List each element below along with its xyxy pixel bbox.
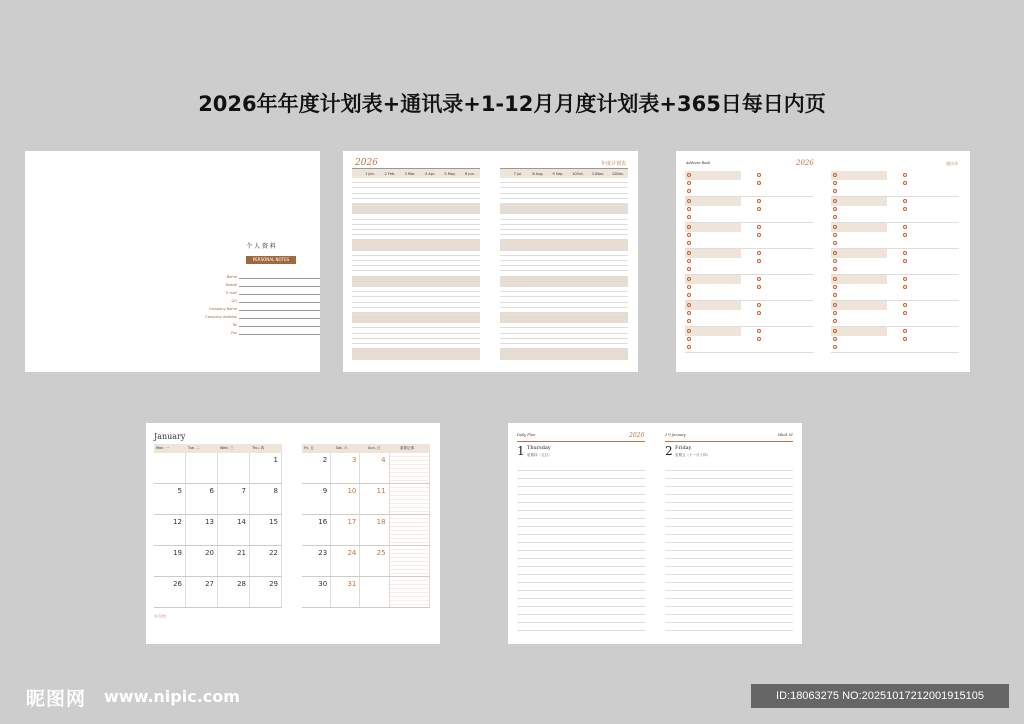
week-row: [302, 546, 430, 577]
week-row: [154, 577, 282, 608]
month-summary-label: 本月总结: [154, 614, 167, 618]
yearly-year: 2026: [355, 158, 378, 168]
month-grid-right: [302, 444, 430, 608]
contact-icon: [687, 225, 691, 229]
day-cell[interactable]: [302, 546, 331, 576]
contact-icon: [687, 259, 691, 263]
contact-icon: [687, 241, 691, 245]
contact-icon: [833, 241, 837, 245]
day-cell[interactable]: [302, 453, 331, 483]
daily-year: 2026: [629, 432, 645, 439]
day-cell[interactable]: [186, 453, 218, 483]
contact-icon: [757, 207, 761, 211]
day-cell[interactable]: [218, 577, 250, 607]
yearly-planner-page: [343, 151, 638, 372]
contact-icon: [903, 233, 907, 237]
contact-icon: [833, 233, 837, 237]
day-number: 9: [322, 487, 328, 495]
day-number: 21: [237, 549, 246, 557]
day-number: 22: [269, 549, 278, 557]
day-number: 17: [347, 518, 357, 526]
day-cell[interactable]: [186, 577, 218, 607]
day-cell[interactable]: [331, 515, 360, 545]
ruled-lines: [665, 463, 793, 635]
image-id-bar: ID:18063275 NO:20251017212001915105: [751, 684, 1009, 708]
contact-entry: [685, 223, 813, 249]
week-row: [302, 577, 430, 608]
nipic-site: www.nipic.com: [104, 687, 240, 706]
contact-icon: [757, 285, 761, 289]
contact-entry: [685, 197, 813, 223]
contact-icon: [687, 329, 691, 333]
contact-icon: [687, 293, 691, 297]
contact-icon: [757, 173, 761, 177]
contact-icon: [903, 259, 907, 263]
contact-icon: [687, 251, 691, 255]
contact-icon: [687, 345, 691, 349]
contact-icon: [833, 311, 837, 315]
contact-icon: [757, 181, 761, 185]
day-cell[interactable]: [186, 484, 218, 514]
day-number: 31: [347, 580, 357, 588]
yearly-header-left: 1 Jan. 2 Feb. 3 Mar. 4 Apr. 5 May. 6 Jun.: [352, 169, 480, 178]
contact-icon: [687, 277, 691, 281]
day-subtitle: 星期四（元旦）: [527, 453, 552, 457]
day-number: 23: [318, 549, 328, 557]
notes-cell[interactable]: [390, 546, 430, 576]
day-number: 25: [376, 549, 386, 557]
notes-cell[interactable]: [390, 515, 430, 545]
week-row: [154, 484, 282, 515]
contact-icon: [757, 329, 761, 333]
contact-icon: [757, 225, 761, 229]
address-column-right: [831, 171, 959, 353]
day-number: 13: [205, 518, 214, 526]
contact-icon: [687, 189, 691, 193]
contact-entry: [685, 327, 813, 353]
contact-icon: [903, 207, 907, 211]
yearly-header-right: 7 Jul. 8 Aug. 9 Sep. 10Oct. 11Nov. 12Dec.: [500, 169, 628, 178]
day-number: 8: [273, 487, 278, 495]
day-cell[interactable]: [360, 453, 389, 483]
day-number: 1: [517, 444, 525, 458]
daily-month-label: 1月 January: [665, 433, 686, 437]
contact-icon: [687, 303, 691, 307]
day-cell[interactable]: [186, 546, 218, 576]
contact-icon: [833, 345, 837, 349]
day-number: 5: [177, 487, 182, 495]
day-cell[interactable]: [250, 453, 282, 483]
address-book-page: [676, 151, 970, 372]
contact-icon: [833, 225, 837, 229]
ruled-lines: [517, 463, 645, 635]
day-cell[interactable]: [250, 484, 282, 514]
contact-icon: [833, 293, 837, 297]
day-number: 1: [273, 456, 278, 464]
day-number: 15: [269, 518, 278, 526]
yearly-row: [500, 354, 628, 359]
day-number: 24: [347, 549, 357, 557]
day-number: 29: [269, 580, 278, 588]
contact-icon: [903, 181, 907, 185]
contact-icon: [687, 337, 691, 341]
day-number: 26: [173, 580, 182, 588]
day-cell[interactable]: [218, 515, 250, 545]
day-cell[interactable]: [250, 577, 282, 607]
field-row: E-mail: [205, 289, 320, 297]
address-book-title-cn: 通讯录: [946, 161, 958, 166]
page-title: 2026年年度计划表+通讯录+1-12月月度计划表+365日每日内页: [198, 92, 826, 116]
contact-entry: [831, 197, 959, 223]
personal-heading: 个 人 资 料: [246, 243, 276, 250]
day-number: 7: [241, 487, 246, 495]
contact-icon: [833, 285, 837, 289]
personal-notes-page: [25, 151, 320, 372]
personal-fields: [205, 273, 320, 337]
day-cell[interactable]: [154, 515, 186, 545]
day-cell[interactable]: [360, 515, 389, 545]
contact-icon: [687, 233, 691, 237]
day-cell[interactable]: [331, 546, 360, 576]
day-number: 2: [665, 444, 673, 458]
month-title: January: [154, 432, 186, 441]
contact-entry: [831, 171, 959, 197]
contact-icon: [757, 199, 761, 203]
day-cell[interactable]: [331, 577, 360, 607]
contact-icon: [833, 277, 837, 281]
day-number: 20: [205, 549, 214, 557]
contact-icon: [903, 311, 907, 315]
day-cell[interactable]: [331, 484, 360, 514]
field-row: Fax: [205, 329, 320, 337]
field-row: QQ: [205, 297, 320, 305]
contact-icon: [833, 303, 837, 307]
contact-icon: [757, 277, 761, 281]
contact-icon: [833, 173, 837, 177]
contact-icon: [687, 267, 691, 271]
day-cell[interactable]: [250, 546, 282, 576]
contact-entry: [831, 275, 959, 301]
contact-icon: [903, 251, 907, 255]
day-cell[interactable]: [218, 484, 250, 514]
field-row: Mobile: [205, 281, 320, 289]
field-row: Company Address: [205, 313, 320, 321]
day-number: 19: [173, 549, 182, 557]
day-cell[interactable]: [154, 546, 186, 576]
day-cell[interactable]: [154, 577, 186, 607]
divider: [517, 441, 645, 442]
daily-plan-label: Daily Plan: [517, 433, 536, 437]
day-number: 6: [209, 487, 214, 495]
day-cell[interactable]: [360, 546, 389, 576]
contact-entry: [831, 223, 959, 249]
day-cell[interactable]: [302, 577, 331, 607]
day-number: 14: [237, 518, 246, 526]
address-column-left: [685, 171, 813, 353]
week-row: [154, 515, 282, 546]
daily-planner-page: [508, 423, 802, 644]
day-cell[interactable]: [186, 515, 218, 545]
day-cell[interactable]: [331, 453, 360, 483]
day-cell[interactable]: [218, 546, 250, 576]
contact-icon: [903, 337, 907, 341]
week-row: [154, 453, 282, 484]
day-number: 3: [351, 456, 357, 464]
contact-entry: [685, 171, 813, 197]
day-number: 10: [347, 487, 357, 495]
contact-icon: [903, 303, 907, 307]
contact-icon: [757, 303, 761, 307]
day-cell[interactable]: [250, 515, 282, 545]
yearly-row: [352, 354, 480, 359]
contact-icon: [757, 337, 761, 341]
address-book-year: 2026: [796, 159, 814, 167]
contact-icon: [833, 259, 837, 263]
contact-entry: [685, 275, 813, 301]
day-cell[interactable]: [360, 484, 389, 514]
contact-icon: [687, 319, 691, 323]
personal-badge: PERSONAL NOTES: [246, 256, 296, 264]
contact-icon: [903, 173, 907, 177]
day-cell[interactable]: [360, 577, 389, 607]
contact-icon: [903, 285, 907, 289]
day-cell[interactable]: [218, 453, 250, 483]
contact-entry: [831, 249, 959, 275]
address-book-title: Address Book: [686, 161, 711, 165]
contact-icon: [757, 251, 761, 255]
contact-icon: [833, 251, 837, 255]
notes-cell[interactable]: [390, 577, 430, 607]
weekday-header: Fri. 五 Sat. 六 Sun. 日 重要记事: [302, 444, 430, 453]
contact-icon: [687, 173, 691, 177]
contact-icon: [833, 189, 837, 193]
contact-icon: [757, 259, 761, 263]
day-cell[interactable]: [302, 515, 331, 545]
divider: [665, 441, 793, 442]
yearly-grid-right: [500, 168, 628, 360]
contact-icon: [833, 319, 837, 323]
contact-icon: [757, 233, 761, 237]
week-row: [302, 515, 430, 546]
contact-icon: [833, 329, 837, 333]
contact-entry: [831, 327, 959, 353]
weekday-header: Mon. 一 Tue. 二 Wed. 三 Thu. 四: [154, 444, 282, 453]
contact-icon: [833, 181, 837, 185]
week-row: [302, 484, 430, 515]
contact-icon: [833, 207, 837, 211]
contact-icon: [757, 311, 761, 315]
day-number: 27: [205, 580, 214, 588]
month-grid-left: [154, 444, 282, 608]
day-name: Friday: [675, 445, 692, 451]
day-number: 18: [376, 518, 386, 526]
contact-icon: [687, 207, 691, 211]
day-cell[interactable]: [154, 484, 186, 514]
contact-icon: [687, 311, 691, 315]
daily-week-label: Week 01: [778, 433, 794, 437]
day-name: Thursday: [527, 445, 551, 451]
monthly-planner-page: [146, 423, 440, 644]
contact-entry: [685, 301, 813, 327]
contact-icon: [833, 267, 837, 271]
week-row: [154, 546, 282, 577]
contact-icon: [833, 199, 837, 203]
notes-cell[interactable]: [390, 484, 430, 514]
day-number: 16: [318, 518, 328, 526]
day-number: 12: [173, 518, 182, 526]
nipic-logo: 昵图网: [26, 688, 87, 710]
day-number: 28: [237, 580, 246, 588]
field-row: Tel: [205, 321, 320, 329]
day-number: 11: [376, 487, 386, 495]
yearly-title: 年度计划表: [600, 161, 626, 167]
yearly-grid-left: [352, 168, 480, 360]
contact-icon: [687, 285, 691, 289]
notes-cell[interactable]: [390, 453, 430, 483]
contact-icon: [833, 215, 837, 219]
contact-icon: [687, 181, 691, 185]
contact-icon: [687, 215, 691, 219]
day-number: 4: [381, 456, 386, 464]
week-row: [302, 453, 430, 484]
day-number: 2: [322, 456, 328, 464]
contact-icon: [833, 337, 837, 341]
field-row: Company Name: [205, 305, 320, 313]
contact-icon: [903, 277, 907, 281]
day-number: 30: [318, 580, 328, 588]
day-cell[interactable]: [302, 484, 331, 514]
day-subtitle: 星期五（十一月十四）: [675, 453, 710, 457]
contact-entry: [685, 249, 813, 275]
contact-icon: [903, 329, 907, 333]
field-row: Name: [205, 273, 320, 281]
contact-icon: [687, 199, 691, 203]
contact-icon: [903, 199, 907, 203]
contact-entry: [831, 301, 959, 327]
contact-icon: [903, 225, 907, 229]
day-cell[interactable]: [154, 453, 186, 483]
